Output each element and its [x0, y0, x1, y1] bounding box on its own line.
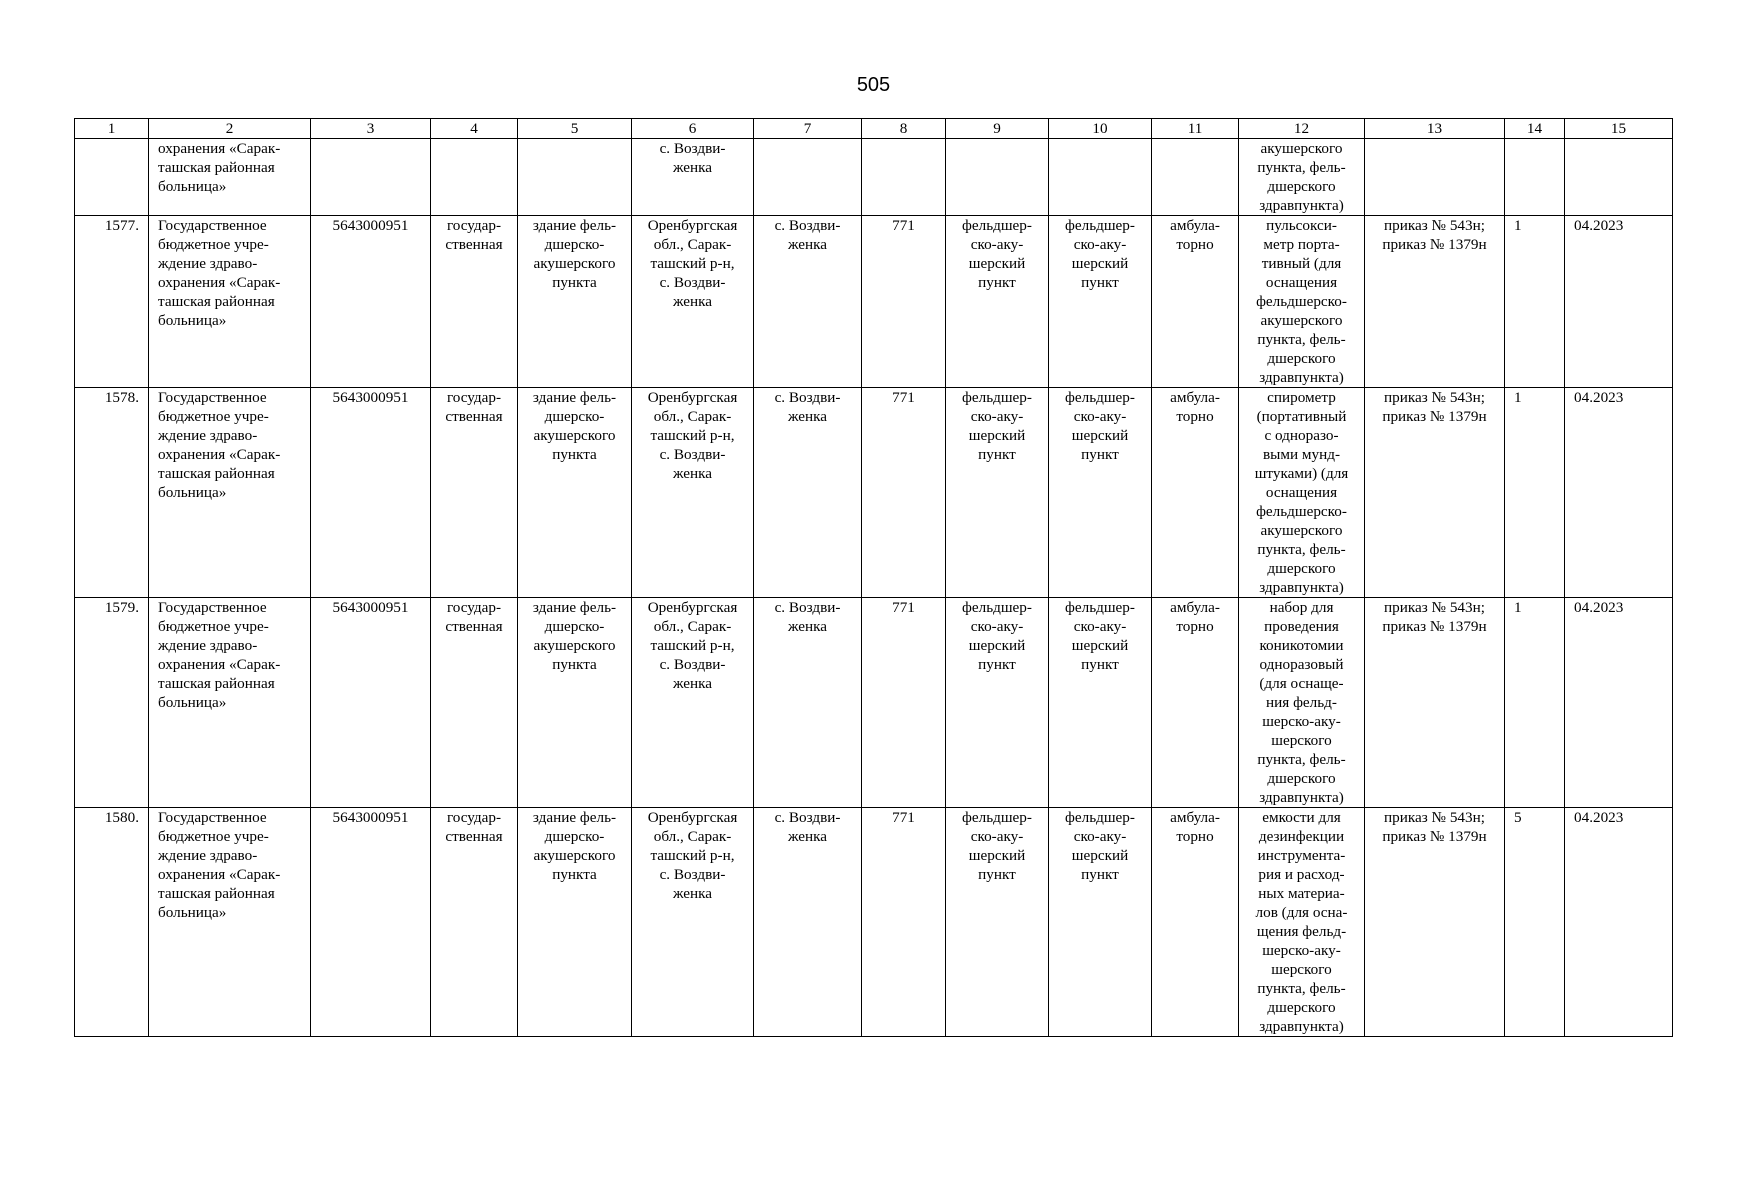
cell-organization: Государственное бюджетное учре- ждение здраво- охранения «Сарак- ташская районная больница»	[149, 808, 311, 1037]
column-header: 5	[518, 119, 632, 139]
cell-organization: Государственное бюджетное учре- ждение здраво- охранения «Сарак- ташская районная больница»	[149, 388, 311, 598]
cell-code: 771	[862, 808, 946, 1037]
cell-equipment: пульсокси- метр порта- тивный (для оснащения фельдшерско- акушерского пункта, фель- дшерского здравпункта)	[1239, 216, 1365, 388]
registry-table	[74, 118, 1673, 1037]
cell-unit-type: фельдшер- ско-аку- шерский пункт	[946, 808, 1049, 1037]
cell-number: 1577.	[75, 216, 149, 388]
cell-order: приказ № 543н; приказ № 1379н	[1365, 808, 1505, 1037]
cell-unit-profile	[1049, 139, 1152, 216]
cell-address: Оренбургская обл., Сарак- ташский р-н, с. Воздви- женка	[632, 598, 754, 808]
cell-care-form: амбула- торно	[1152, 598, 1239, 808]
cell-inn: 5643000951	[311, 388, 431, 598]
table-row	[75, 216, 1673, 388]
cell-building: здание фель- дшерско- акушерского пункта	[518, 216, 632, 388]
cell-order	[1365, 139, 1505, 216]
cell-equipment: спирометр (портативный с одноразо- выми мунд- штуками) (для оснащения фельдшерско- акушерского пункта, фель- дшерского здравпункта)	[1239, 388, 1365, 598]
cell-quantity: 1	[1505, 388, 1565, 598]
table-row	[75, 139, 1673, 216]
cell-number	[75, 139, 149, 216]
table-row	[75, 598, 1673, 808]
cell-care-form: амбула- торно	[1152, 388, 1239, 598]
cell-building: здание фель- дшерско- акушерского пункта	[518, 598, 632, 808]
cell-settlement	[754, 139, 862, 216]
cell-inn: 5643000951	[311, 598, 431, 808]
cell-unit-type: фельдшер- ско-аку- шерский пункт	[946, 598, 1049, 808]
table-row	[75, 808, 1673, 1037]
cell-unit-profile: фельдшер- ско-аку- шерский пункт	[1049, 216, 1152, 388]
cell-building	[518, 139, 632, 216]
cell-code: 771	[862, 388, 946, 598]
cell-organization: Государственное бюджетное учре- ждение здраво- охранения «Сарак- ташская районная больница»	[149, 598, 311, 808]
cell-care-form	[1152, 139, 1239, 216]
column-header: 9	[946, 119, 1049, 139]
column-header: 1	[75, 119, 149, 139]
column-header: 10	[1049, 119, 1152, 139]
cell-date: 04.2023	[1565, 598, 1673, 808]
cell-care-form: амбула- торно	[1152, 216, 1239, 388]
cell-date: 04.2023	[1565, 388, 1673, 598]
cell-code: 771	[862, 216, 946, 388]
cell-inn	[311, 139, 431, 216]
cell-building: здание фель- дшерско- акушерского пункта	[518, 808, 632, 1037]
column-header: 7	[754, 119, 862, 139]
column-header: 15	[1565, 119, 1673, 139]
column-header: 3	[311, 119, 431, 139]
cell-number: 1579.	[75, 598, 149, 808]
cell-quantity	[1505, 139, 1565, 216]
cell-date: 04.2023	[1565, 808, 1673, 1037]
cell-code: 771	[862, 598, 946, 808]
column-header: 13	[1365, 119, 1505, 139]
cell-order: приказ № 543н; приказ № 1379н	[1365, 598, 1505, 808]
cell-settlement: с. Воздви- женка	[754, 216, 862, 388]
column-header: 4	[431, 119, 518, 139]
cell-equipment: акушерского пункта, фель- дшерского здравпункта)	[1239, 139, 1365, 216]
cell-address: Оренбургская обл., Сарак- ташский р-н, с. Воздви- женка	[632, 388, 754, 598]
cell-equipment: емкости для дезинфекции инструмента- рия и расход- ных материа- лов (для осна- щения фельд- шерско-аку- шерского пункта, фель- дшерского здравпункта)	[1239, 808, 1365, 1037]
cell-order: приказ № 543н; приказ № 1379н	[1365, 216, 1505, 388]
cell-settlement: с. Воздви- женка	[754, 808, 862, 1037]
cell-number: 1580.	[75, 808, 149, 1037]
cell-date	[1565, 139, 1673, 216]
cell-unit-profile: фельдшер- ско-аку- шерский пункт	[1049, 808, 1152, 1037]
cell-unit-type	[946, 139, 1049, 216]
cell-ownership: государ- ственная	[431, 598, 518, 808]
cell-organization: Государственное бюджетное учре- ждение здраво- охранения «Сарак- ташская районная больница»	[149, 216, 311, 388]
cell-inn: 5643000951	[311, 216, 431, 388]
column-header: 8	[862, 119, 946, 139]
page-number: 505	[856, 74, 891, 96]
cell-organization: охранения «Сарак- ташская районная больница»	[149, 139, 311, 216]
cell-number: 1578.	[75, 388, 149, 598]
cell-ownership: государ- ственная	[431, 808, 518, 1037]
cell-building: здание фель- дшерско- акушерского пункта	[518, 388, 632, 598]
cell-quantity: 5	[1505, 808, 1565, 1037]
column-header: 6	[632, 119, 754, 139]
cell-ownership: государ- ственная	[431, 216, 518, 388]
cell-equipment: набор для проведения коникотомии одноразовый (для оснаще- ния фельд- шерско-аку- шерского пункта, фель- дшерского здравпункта)	[1239, 598, 1365, 808]
cell-code	[862, 139, 946, 216]
cell-ownership	[431, 139, 518, 216]
cell-settlement: с. Воздви- женка	[754, 388, 862, 598]
column-header: 14	[1505, 119, 1565, 139]
cell-unit-profile: фельдшер- ско-аку- шерский пункт	[1049, 388, 1152, 598]
cell-quantity: 1	[1505, 216, 1565, 388]
cell-settlement: с. Воздви- женка	[754, 598, 862, 808]
cell-ownership: государ- ственная	[431, 388, 518, 598]
cell-unit-profile: фельдшер- ско-аку- шерский пункт	[1049, 598, 1152, 808]
cell-address: Оренбургская обл., Сарак- ташский р-н, с. Воздви- женка	[632, 808, 754, 1037]
cell-order: приказ № 543н; приказ № 1379н	[1365, 388, 1505, 598]
cell-care-form: амбула- торно	[1152, 808, 1239, 1037]
cell-quantity: 1	[1505, 598, 1565, 808]
cell-date: 04.2023	[1565, 216, 1673, 388]
cell-address: Оренбургская обл., Сарак- ташский р-н, с. Воздви- женка	[632, 216, 754, 388]
cell-unit-type: фельдшер- ско-аку- шерский пункт	[946, 388, 1049, 598]
table-row	[75, 388, 1673, 598]
column-header: 2	[149, 119, 311, 139]
cell-unit-type: фельдшер- ско-аку- шерский пункт	[946, 216, 1049, 388]
cell-address: с. Воздви- женка	[632, 139, 754, 216]
column-header: 11	[1152, 119, 1239, 139]
header-row	[75, 119, 1673, 139]
cell-inn: 5643000951	[311, 808, 431, 1037]
column-header: 12	[1239, 119, 1365, 139]
